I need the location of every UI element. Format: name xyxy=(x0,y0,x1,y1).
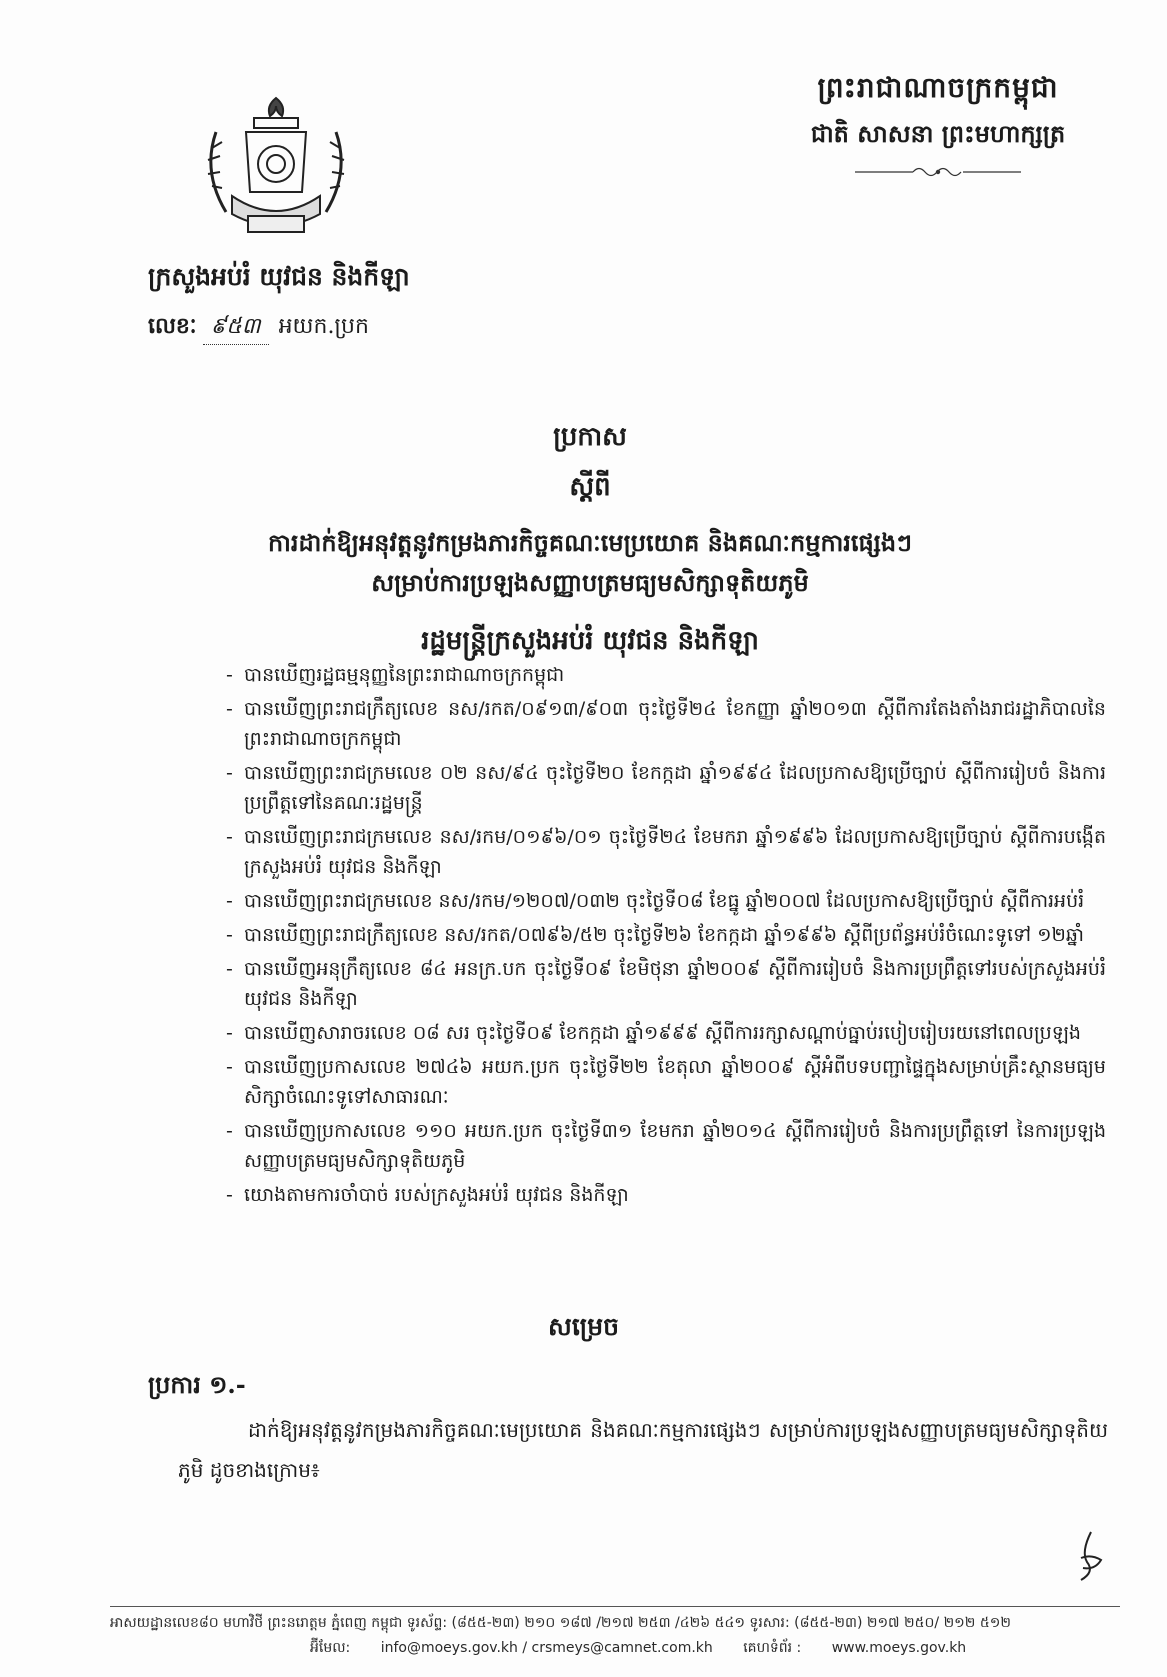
about-label: ស្តីពី xyxy=(569,472,611,502)
ref-code: អយក.ប្រក xyxy=(278,314,369,339)
subject-line-1: ការដាក់ឱ្យអនុវត្តនូវកម្រងភារកិច្ចគណៈមេប្រយោគ និងគណៈកម្មការផ្សេងៗ xyxy=(268,528,912,557)
article-1-heading: ប្រការ ១.- xyxy=(148,1370,246,1399)
footer xyxy=(110,1606,1120,1659)
ref-number-handwritten: ៩៥៣ xyxy=(203,312,269,345)
email-label: អ៊ីមែល: xyxy=(310,1640,351,1656)
footer-address: អាសយដ្ឋានលេខ៨០ មហាវិថី ព្រះនរោត្តម ភ្នំពេញ កម្ពុជា ទូរស័ព្ទ: (៨៥៥-២៣) ២១០ ១៨៧ /២១៧ ២៥៣ /៤២៦ ៥៤១ ទូរសារ: (៨៥៥-២៣) ២១៧ ២៥០/ ២១២ ៥១២ xyxy=(110,1615,1011,1631)
signature-initial-icon xyxy=(1061,1528,1111,1588)
document-type: ប្រកាស xyxy=(553,422,627,452)
list-item: - បានឃើញព្រះរាជក្រឹត្យលេខ នស/រកត/០៧៩៦/៥២ ចុះថ្ងៃទី២៦ ខែកក្កដា ឆ្នាំ១៩៩៦ ស្តីពីប្រព័ន្ធអប់រំចំណេះទូទៅ ១២ឆ្នាំ xyxy=(226,920,1106,950)
list-item: - បានឃើញព្រះរាជក្រមលេខ នស/រកម/១២០៧/០៣២ ចុះថ្ងៃទី០៨ ខែធ្នូ ឆ្នាំ២០០៧ ដែលប្រកាសឱ្យប្រើច្បាប់ ស្តីពីការអប់រំ xyxy=(226,886,1106,916)
subject-line-2: សម្រាប់ការប្រឡងសញ្ញាបត្រមធ្យមសិក្សាទុតិយភូមិ xyxy=(371,568,809,597)
ornament-divider-icon xyxy=(853,164,1023,180)
kingdom-header xyxy=(773,70,1103,184)
reference-number xyxy=(148,312,468,345)
list-item: - បានឃើញព្រះរាជក្រឹត្យលេខ នស/រកត/០៩១៣/៩០៣ ចុះថ្ងៃទី២៤ ខែកញ្ញា ឆ្នាំ២០១៣ ស្តីពីការតែងតាំងរាជរដ្ឋាភិបាលនៃព្រះរាជាណាចក្រកម្ពុជា xyxy=(226,694,1106,754)
email-address: info@moeys.gov.kh / crsmeys@camnet.com.kh xyxy=(380,1640,713,1656)
list-item: - បានឃើញអនុក្រឹត្យលេខ ៨៤ អនក្រ.បក ចុះថ្ងៃទី០៩ ខែមិថុនា ឆ្នាំ២០០៩ ស្តីពីការរៀបចំ និងការប្រព្រឹត្តទៅរបស់ក្រសួងអប់រំ យុវជន និងកីឡា xyxy=(226,954,1106,1014)
ref-label: លេខៈ xyxy=(148,313,197,339)
kingdom-motto: ជាតិ សាសនា ព្រះមហាក្សត្រ xyxy=(810,119,1066,148)
list-item: - បានឃើញព្រះរាជក្រមលេខ ០២ នស/៩៤ ចុះថ្ងៃទី២០ ខែកក្កដា ឆ្នាំ១៩៩៤ ដែលប្រកាសឱ្យប្រើច្បាប់ ស្តីពីការរៀបចំ និងការប្រព្រឹត្តទៅនៃគណៈរដ្ឋមន្ត្រី xyxy=(226,758,1106,818)
list-item: - បានឃើញសារាចរលេខ ០៨ សរ ចុះថ្ងៃទី០៩ ខែកក្កដា ឆ្នាំ១៩៩៩ ស្តីពីការរក្សាសណ្តាប់ធ្នាប់របៀបរៀបរយនៅពេលប្រឡង xyxy=(226,1018,1106,1048)
list-item: - បានឃើញរដ្ឋធម្មនុញ្ញនៃព្រះរាជាណាចក្រកម្ពុជា xyxy=(226,660,1106,690)
ministry-name: ក្រសួងអប់រំ យុវជន និងកីឡា xyxy=(148,262,410,291)
list-item: - យោងតាមការចាំបាច់ របស់ក្រសួងអប់រំ យុវជន និងកីឡា xyxy=(226,1180,1106,1210)
issuer: រដ្ឋមន្ត្រីក្រសួងអប់រំ យុវជន និងកីឡា xyxy=(421,626,759,656)
recitals-list xyxy=(226,660,1106,1214)
list-item: - បានឃើញប្រកាសលេខ ២៧៤៦ អយក.ប្រក ចុះថ្ងៃទី២២ ខែតុលា ឆ្នាំ២០០៩ ស្តីអំពីបទបញ្ជាផ្ទៃក្នុងសម្រាប់គ្រឹះស្ថានមធ្យមសិក្សាចំណេះទូទៅសាធារណៈ xyxy=(226,1052,1106,1112)
web-label: គេហទំព័រ : xyxy=(743,1640,802,1656)
kingdom-title: ព្រះរាជាណាចក្រកម្ពុជា xyxy=(817,71,1059,104)
footer-contact xyxy=(110,1638,1120,1659)
article-1-body: ដាក់ឱ្យអនុវត្តនូវកម្រងភារកិច្ចគណៈមេប្រយោគ និងគណៈកម្មការផ្សេងៗ សម្រាប់ការប្រឡងសញ្ញាបត្រមធ្យមសិក្សាទុតិយភូមិ ដូចខាងក្រោម៖ xyxy=(178,1418,1108,1482)
list-item: - បានឃើញប្រកាសលេខ ១១០ អយក.ប្រក ចុះថ្ងៃទី៣១ ខែមករា ឆ្នាំ២០១៤ ស្តីពីការរៀបចំ និងការប្រព្រឹត្តទៅ នៃការប្រឡងសញ្ញាបត្រមធ្យមសិក្សាទុតិយភូមិ xyxy=(226,1116,1106,1176)
website: www.moeys.gov.kh xyxy=(831,1640,967,1656)
ministry-emblem-icon xyxy=(196,92,356,242)
list-item: - បានឃើញព្រះរាជក្រមលេខ នស/រកម/០១៩៦/០១ ចុះថ្ងៃទី២៤ ខែមករា ឆ្នាំ១៩៩៦ ដែលប្រកាសឱ្យប្រើច្បាប់ ស្តីពីការបង្កើតក្រសួងអប់រំ យុវជន និងកីឡា xyxy=(226,822,1106,882)
title-block xyxy=(120,420,1060,662)
decision-heading: សម្រេច xyxy=(548,1312,619,1341)
